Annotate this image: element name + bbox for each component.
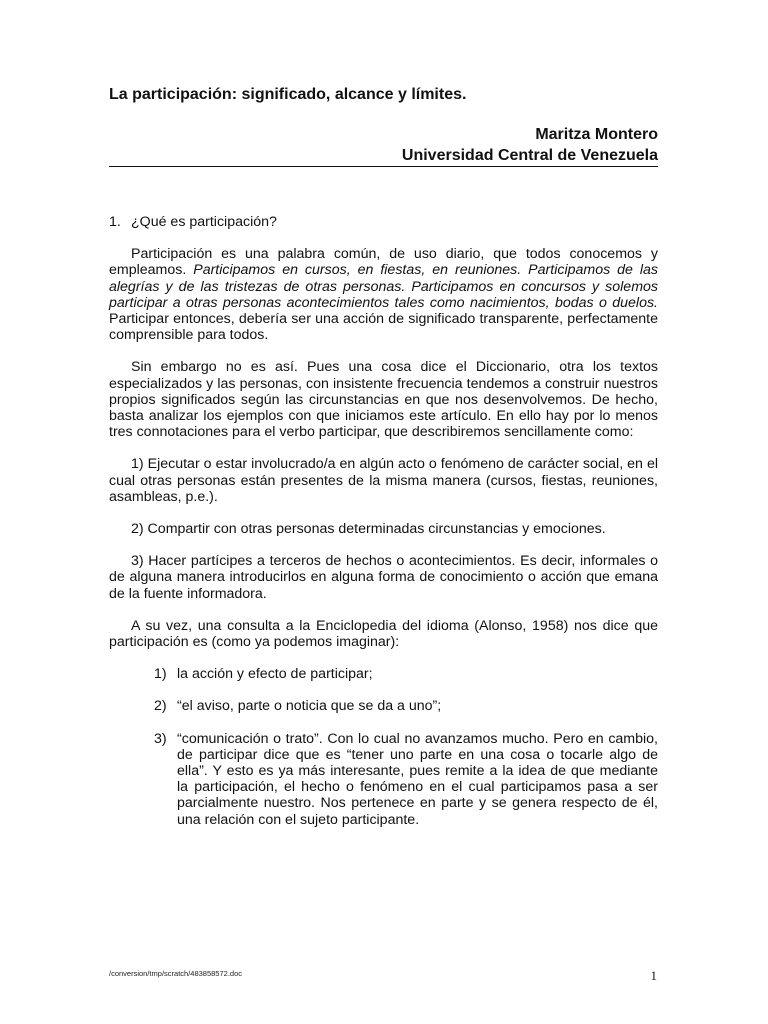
author-institution: Universidad Central de Venezuela xyxy=(401,147,658,164)
definition-list xyxy=(109,666,658,828)
author-name: Maritza Montero xyxy=(535,126,658,143)
paragraph-1-part-c: Participar entonces, debería ser una acción de significado transparente, perfectamente comprensible para todos. xyxy=(109,311,658,344)
document-body xyxy=(109,214,658,828)
paragraph-1 xyxy=(109,246,658,343)
list-item-number: 1) xyxy=(154,666,167,683)
connotation-1: 1) Ejecutar o estar involucrado/a en algún acto o fenómeno de carácter social, en el cual otras personas están presentes de la misma manera (cursos, fiestas, reuniones, asambleas, p.e.). xyxy=(109,456,658,505)
page-number: 1 xyxy=(650,968,657,983)
connotation-3: 3) Hacer partícipes a terceros de hechos o acontecimientos. Es decir, informales o de alguna manera introducirlos en alguna forma de conocimiento o acción que emana de la fuente informadora. xyxy=(109,553,658,602)
author-block xyxy=(402,124,658,166)
list-item-number: 3) xyxy=(154,730,167,747)
paragraph-1-part-a: Participación es una palabra común, de uso diario, que todos conocemos y empleamos. xyxy=(109,246,658,279)
footer-file-path: /conversion/tmp/scratch/483858572.doc xyxy=(109,969,242,978)
list-item-text: “comunicación o trato”. Con lo cual no avanzamos mucho. Pero en cambio, de participar dice que es “tener uno parte en una cosa o tocarle algo de ella”. Y esto es ya más interesante, pues remite a la idea de que mediante la participación, el hecho o fenómeno en el cual participamos pasa a ser parcialmente nuestro. Nos pertenece en parte y se genera respecto de él, una relación con el sujeto participante. xyxy=(177,730,658,828)
section-number: 1. xyxy=(109,214,121,230)
list-item-number: 2) xyxy=(154,698,167,715)
paragraph-3: A su vez, una consulta a la Enciclopedia del idioma (Alonso, 1958) nos dice que participación es (como ya podemos imaginar): xyxy=(109,617,658,651)
list-item xyxy=(109,698,658,714)
list-item-text: la acción y efecto de participar; xyxy=(177,666,373,683)
section-heading-text: ¿Qué es participación? xyxy=(131,214,277,230)
paragraph-1-italic: Participamos en cursos, en fiestas, en reuniones. Participamos de las alegrías y de las tristezas de otras personas. Participamos en concursos y solemos participar a otras personas acontecimientos tales como nacimientos, bodas o duelos. xyxy=(109,262,658,311)
document-title: La participación: significado, alcance y límites. xyxy=(109,86,467,103)
list-item xyxy=(109,731,658,828)
connotation-2: 2) Compartir con otras personas determinadas circunstancias y emociones. xyxy=(131,521,606,538)
section-heading xyxy=(109,214,658,230)
list-item xyxy=(109,666,658,682)
paragraph-2: Sin embargo no es así. Pues una cosa dice el Diccionario, otra los textos especializados y las personas, con insistente frecuencia tendemos a construir nuestros propios significados según las circunstancias en que nos desenvolvemos. De hecho, basta analizar los ejemplos con que iniciamos este artículo. En ello hay por lo menos tres connotaciones para el verbo participar, que describiremos sencillamente como: xyxy=(109,359,658,441)
list-item-text: “el aviso, parte o noticia que se da a uno”; xyxy=(177,698,442,715)
header-rule xyxy=(109,166,658,167)
